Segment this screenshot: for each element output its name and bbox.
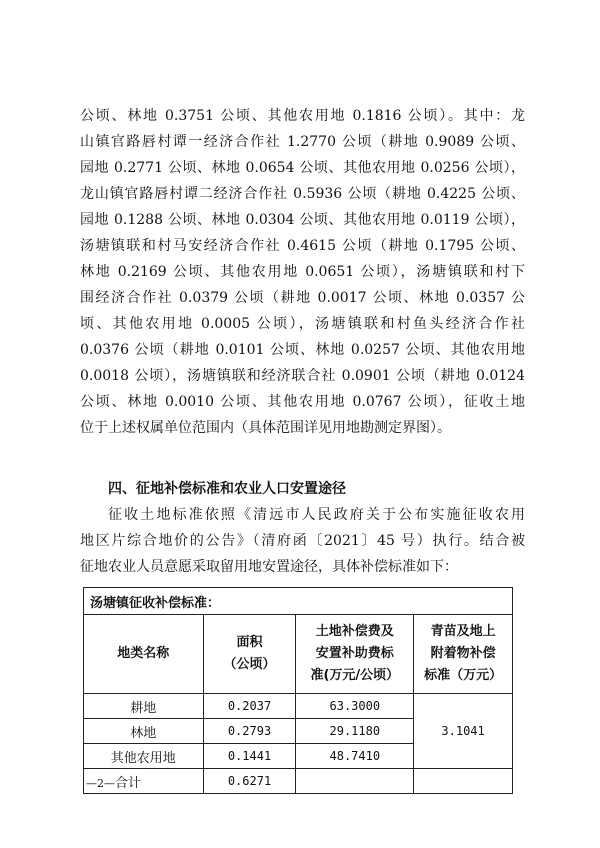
cell-area: 0.2037 — [203, 694, 296, 719]
header-area-line: 面积 — [236, 635, 263, 650]
text-line: 0.0376 公顷（耕地 0.0101 公顷、林地 0.0257 公顷、其他农用地 — [80, 342, 525, 358]
cell-land-type: 林地 — [84, 719, 204, 744]
cell-area: 0.2793 — [203, 719, 296, 744]
text-line: 汤塘镇联和村马安经济合作社 0.4615 公顷（耕地 0.1795 公顷、 — [80, 238, 525, 254]
section-heading: 四、征地补偿标准和农业人口安置途径 — [108, 481, 346, 497]
header-area — [203, 615, 296, 694]
header-crop-line: 青苗及地上 — [430, 624, 496, 639]
text-line: 山镇官路唇村谭一经济合作社 1.2770 公顷（耕地 0.9089 公顷、 — [80, 134, 525, 150]
header-crop-compensation — [414, 615, 513, 694]
text-line: 龙山镇官路唇村谭二经济合作社 0.5936 公顷（耕地 0.4225 公顷、 — [80, 186, 525, 202]
text-line: 顷、其他农用地 0.0005 公顷），汤塘镇联和村鱼头经济合作社 — [80, 316, 525, 332]
table-title: 汤塘镇征收补偿标准： — [84, 588, 513, 615]
cell-empty — [414, 769, 513, 794]
text-line: 公顷、林地 0.0010 公顷、其他农用地 0.0767 公顷），征收土地 — [80, 394, 525, 410]
header-land-line: 土地补偿费及 — [315, 624, 394, 639]
header-land-type: 地类名称 — [84, 615, 204, 694]
table-row-total — [84, 769, 513, 794]
text-line: 公顷、林地 0.3751 公顷、其他农用地 0.1816 公顷）。其中：龙 — [80, 108, 525, 124]
header-land-line: 准(万元/公顷） — [310, 668, 400, 683]
text-line: 位于上述权属单位范围内（具体范围详见用地勘测定界图）。 — [80, 420, 451, 436]
header-crop-line: 标准（万元） — [424, 668, 503, 683]
compensation-table — [83, 587, 513, 794]
cell-empty — [296, 769, 414, 794]
cell-crop-compensation: 3.1041 — [414, 694, 513, 769]
paragraph-land-ownership — [80, 103, 525, 441]
header-area-line: （公顷） — [223, 657, 276, 672]
text-line: 园地 0.2771 公顷、林地 0.0654 公顷、其他农用地 0.0256 公顷）， — [80, 160, 525, 176]
text-line: 0.0018 公顷），汤塘镇联和经济联合社 0.0901 公顷（耕地 0.0124 — [80, 368, 525, 384]
text-line: 征收土地标准依照《清远市人民政府关于公布实施征收农用 — [108, 507, 525, 523]
cell-land-compensation: 48.7410 — [296, 744, 414, 769]
text-line: 征地农业人员意愿采取留用地安置途径，具体补偿标准如下： — [80, 559, 458, 575]
text-line: 林地 0.2169 公顷、其他农用地 0.0651 公顷），汤塘镇联和村下 — [80, 264, 525, 280]
cell-land-type: 耕地 — [84, 694, 204, 719]
header-crop-line: 附着物补偿 — [430, 646, 496, 661]
total-label: 合计 — [115, 775, 142, 791]
table-row — [84, 694, 513, 719]
text-line: 地区片综合地价的公告》（清府函〔2021〕45 号）执行。结合被 — [80, 533, 525, 549]
page-number: —2— — [86, 776, 115, 790]
cell-land-compensation: 29.1180 — [296, 719, 414, 744]
header-land-line: 安置补助费标 — [315, 646, 394, 661]
cell-area: 0.1441 — [203, 744, 296, 769]
cell-total-area: 0.6271 — [203, 769, 296, 794]
paragraph-compensation-basis — [80, 502, 525, 580]
text-line: 园地 0.1288 公顷、林地 0.0304 公顷、其他农用地 0.0119 公顷）， — [80, 212, 525, 228]
text-line: 围经济合作社 0.0379 公顷（耕地 0.0017 公顷、林地 0.0357 公 — [80, 290, 525, 306]
cell-total — [84, 769, 204, 794]
cell-land-compensation: 63.3000 — [296, 694, 414, 719]
cell-land-type: 其他农用地 — [84, 744, 204, 769]
header-land-compensation — [296, 615, 414, 694]
